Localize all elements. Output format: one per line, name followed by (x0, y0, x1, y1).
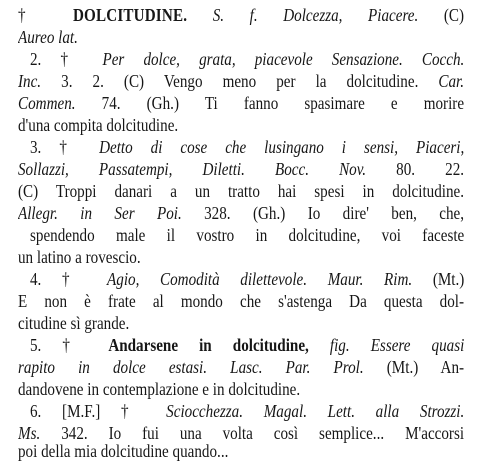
sense-number: 3. † (30, 137, 82, 157)
quotation: Io fui una volta così semplice... M'accorsi (108, 423, 465, 443)
citation-work: Allegr. in Ser Poi. (18, 203, 182, 223)
citation-work: Commen. (18, 93, 76, 113)
sense-3-line-2 (18, 158, 464, 180)
sense-2-line-1 (30, 48, 464, 70)
sense-4-line-2 (18, 290, 464, 312)
sense-number: 5. † (30, 335, 88, 355)
quotation: An- (440, 357, 465, 377)
sense-2-line-2 (18, 70, 464, 92)
citation-reference: 74. (101, 93, 121, 113)
quotation: E non è frate al mondo che s'astenga Da questa dol- (18, 291, 465, 311)
source-marker: (Gh.) (146, 93, 179, 113)
sense-2-line-3 (18, 92, 464, 114)
sense-number: 6. [M.F.] † (30, 401, 146, 421)
quotation: Vengo meno per la dolcitudine. (163, 71, 419, 91)
quotation: poi della mia dolcitudine quando... (18, 441, 229, 461)
quotation: citudine sì grande. (18, 313, 130, 333)
citation-work: Maur. Rim. (327, 269, 413, 289)
sense-3-line-4 (18, 202, 464, 224)
grammar-label: S. f. (212, 5, 258, 25)
lemma-headword: DOLCITUDINE. (72, 5, 188, 25)
source-marker: (Gh.) (252, 203, 286, 223)
source-marker: (Mt.) (432, 269, 465, 289)
citation-work: Magal. Lett. alla Strozzi. (263, 401, 465, 421)
definition: Detto di cose che lusingano i sensi, Piaceri, (99, 137, 465, 157)
definition: Sollazzi, Passatempi, Diletti. (18, 159, 245, 179)
dagger-mark: † (18, 5, 48, 25)
phrase-headword: Andarsene in dolcitudine, (108, 335, 309, 355)
source-marker: (Mt.) (386, 357, 419, 377)
definition: rapito in dolce estasi. (18, 357, 208, 377)
sense-4-line-3 (18, 312, 393, 334)
citation-work: Ms. (18, 423, 41, 443)
citation-work: Inc. (18, 71, 42, 91)
etymology-note: Aureo lat. (18, 27, 78, 47)
entry-line-2 (18, 26, 393, 48)
sense-3-line-1 (30, 136, 464, 158)
quotation: Io dire' ben, che, (307, 203, 465, 223)
sense-5-line-3 (18, 378, 393, 400)
sense-4-line-1 (30, 268, 464, 290)
quotation: Ti fanno spasimare e morire (204, 93, 465, 113)
citation-work: Lasc. Par. Prol. (230, 357, 364, 377)
citation-author: Cocch. (421, 49, 465, 69)
sense-2-line-4 (18, 114, 393, 136)
sense-3-line-5 (30, 224, 464, 246)
quotation: dandovene in contemplazione e in dolcitudine. (18, 379, 301, 399)
quotation: spendendo male il vostro in dolcitudine, voi faceste (30, 225, 465, 245)
citation-reference: 342. (61, 423, 88, 443)
citation-work: Bocc. Nov. (274, 159, 367, 179)
sense-3-line-6 (18, 246, 393, 268)
definition: Dolcezza, Piacere. (283, 5, 419, 25)
definition: Agio, Comodità dilettevole. (107, 269, 308, 289)
definition: Sciocchezza. (166, 401, 244, 421)
sense-number: 4. † (30, 269, 87, 289)
quotation: d'una compita dolcitudine. (18, 115, 179, 135)
definition: fig. Essere quasi (329, 335, 465, 355)
source-marker: (C) (18, 181, 39, 201)
definition: Per dolce, grata, piacevole Sensazione. (102, 49, 403, 69)
citation-author: Car. (438, 71, 465, 91)
sense-3-line-3 (18, 180, 464, 202)
sense-5-line-2 (18, 356, 464, 378)
sense-5-line-1 (30, 334, 464, 356)
source-marker: (C) (123, 71, 145, 91)
citation-reference: 328. (204, 203, 231, 223)
sense-6-line-3 (18, 440, 393, 462)
sense-6-line-1 (30, 400, 464, 422)
source-marker: (C) (443, 5, 465, 25)
citation-reference: 80. 22. (396, 159, 465, 179)
quotation: un latino a rovescio. (18, 247, 141, 267)
entry-line-1 (18, 4, 464, 26)
sense-number: 2. † (30, 49, 84, 69)
quotation: Troppi danari a un tratto hai spesi in dolcitudine. (55, 181, 465, 201)
citation-reference: 3. 2. (61, 71, 104, 91)
